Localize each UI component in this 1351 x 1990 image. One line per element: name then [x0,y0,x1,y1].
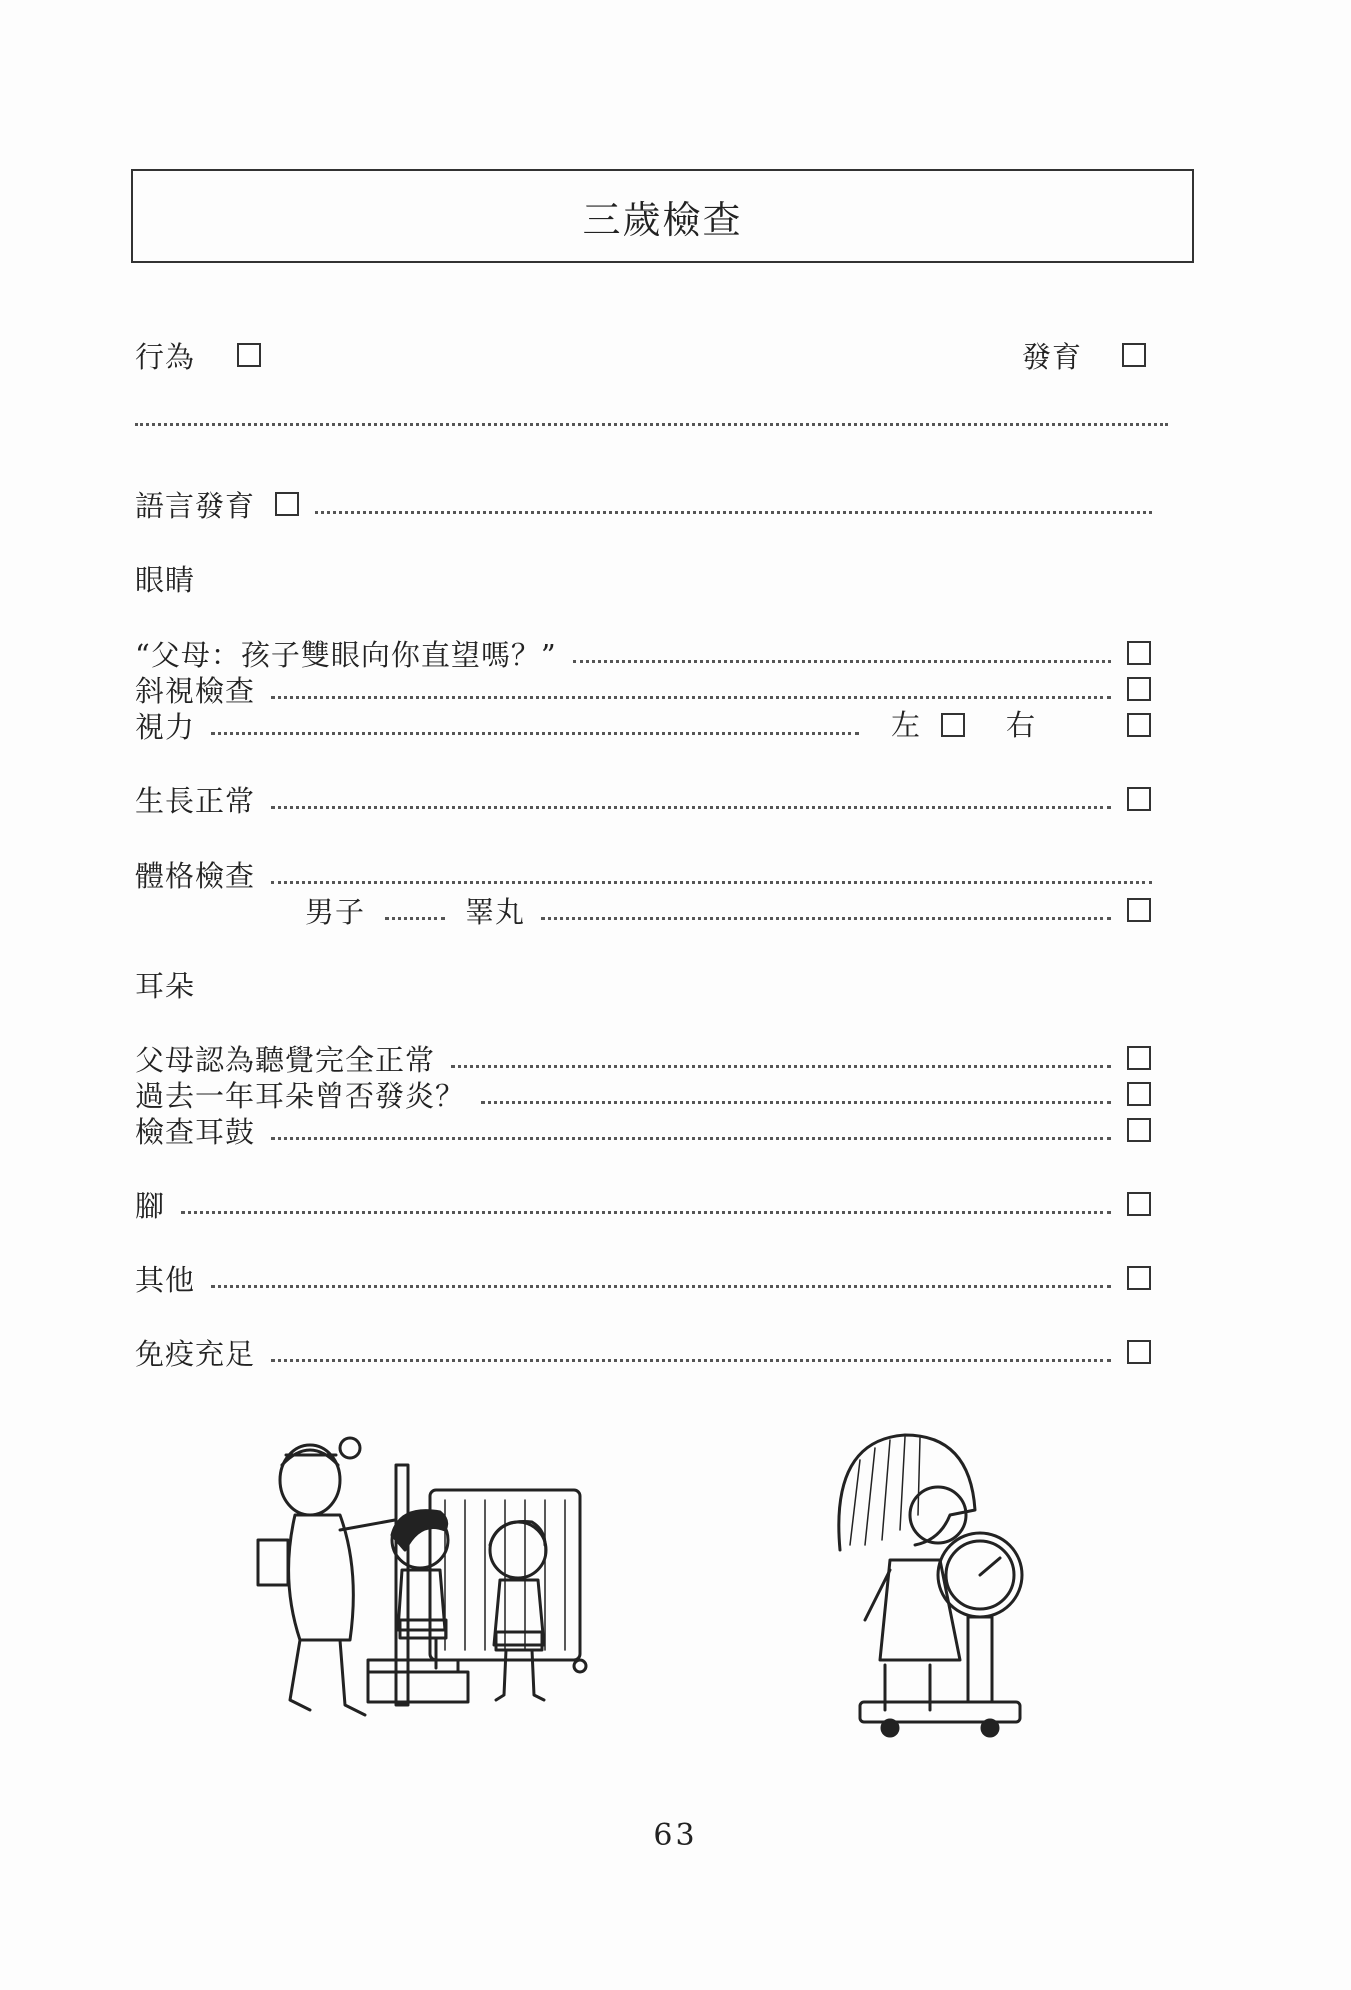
dotted-leader [271,881,1152,884]
ear-infection-checkbox[interactable] [1127,1082,1151,1106]
vision-right-label: 右 [1006,708,1036,742]
language-checkbox[interactable] [275,492,299,516]
dotted-leader [271,806,1111,809]
squint-checkbox[interactable] [1127,677,1151,701]
growth-checkbox[interactable] [1127,787,1151,811]
dotted-leader [211,732,859,735]
development-label: 發育 [1022,339,1083,374]
dotted-leader [211,1285,1111,1288]
testes-label: 睪丸 [465,894,526,929]
immunisation-checkbox[interactable] [1127,1340,1151,1364]
eardrum-label: 檢查耳鼓 [135,1114,256,1149]
feet-label: 腳 [135,1188,166,1223]
development-checkbox[interactable] [1122,343,1146,367]
page-number: 63 [653,1818,698,1853]
dotted-leader [315,511,1152,514]
eyes-heading-row [135,560,1351,596]
hearing-checkbox[interactable] [1127,1046,1151,1070]
nurse-measuring-illustration [240,1420,600,1740]
immunisation-row [135,1334,1127,1370]
eyes-heading: 眼睛 [135,562,196,597]
feet-checkbox[interactable] [1127,1192,1151,1216]
vision-right-checkbox[interactable] [1127,713,1151,737]
eardrum-checkbox[interactable] [1127,1118,1151,1142]
eardrum-row [135,1112,1127,1148]
dotted-leader [451,1065,1111,1068]
dotted-leader [573,660,1111,663]
physical-label: 體格檢查 [135,858,256,893]
dotted-leader [271,1359,1111,1362]
notes-dotted-line [135,423,1168,426]
vision-left-label: 左 [891,708,921,742]
hearing-row [135,1040,1127,1076]
eyes-parent-question: “父母：孩子雙眼向你直望嗎？” [135,637,557,672]
dotted-leader [541,917,1111,920]
squint-row [135,671,1127,707]
other-checkbox[interactable] [1127,1266,1151,1290]
page-title: 三歲檢查 [131,169,1194,263]
behavior-label: 行為 [135,339,196,374]
ears-heading: 耳朵 [135,968,196,1003]
behavior-row [135,337,261,373]
dotted-leader [181,1211,1111,1214]
vision-label: 視力 [135,709,196,744]
male-label: 男子 [305,894,366,929]
dotted-leader [481,1101,1111,1104]
eyes-parent-row [135,635,1127,671]
language-row [135,486,1168,522]
growth-label: 生長正常 [135,783,256,818]
ears-heading-row [135,966,1351,1002]
testes-row [305,892,1127,928]
development-row [1022,337,1146,373]
eyes-parent-checkbox[interactable] [1127,641,1151,665]
vision-left-checkbox[interactable] [941,713,965,737]
hearing-label: 父母認為聽覺完全正常 [135,1042,436,1077]
dotted-leader [271,1137,1111,1140]
ear-infection-row [135,1076,1127,1112]
immunisation-label: 免疫充足 [135,1336,256,1371]
behavior-checkbox[interactable] [237,343,261,367]
physical-row [135,856,1168,892]
vision-row [135,707,875,743]
testes-checkbox[interactable] [1127,898,1151,922]
feet-row [135,1186,1127,1222]
dotted-leader [385,917,445,920]
language-label: 語言發育 [135,488,256,523]
dotted-leader [271,696,1111,699]
girl-on-scale-illustration [820,1420,1040,1740]
other-label: 其他 [135,1262,196,1297]
growth-row [135,781,1127,817]
squint-label: 斜視檢查 [135,673,256,708]
ear-infection-label: 過去一年耳朵曾否發炎？ [135,1078,466,1113]
other-row [135,1260,1127,1296]
